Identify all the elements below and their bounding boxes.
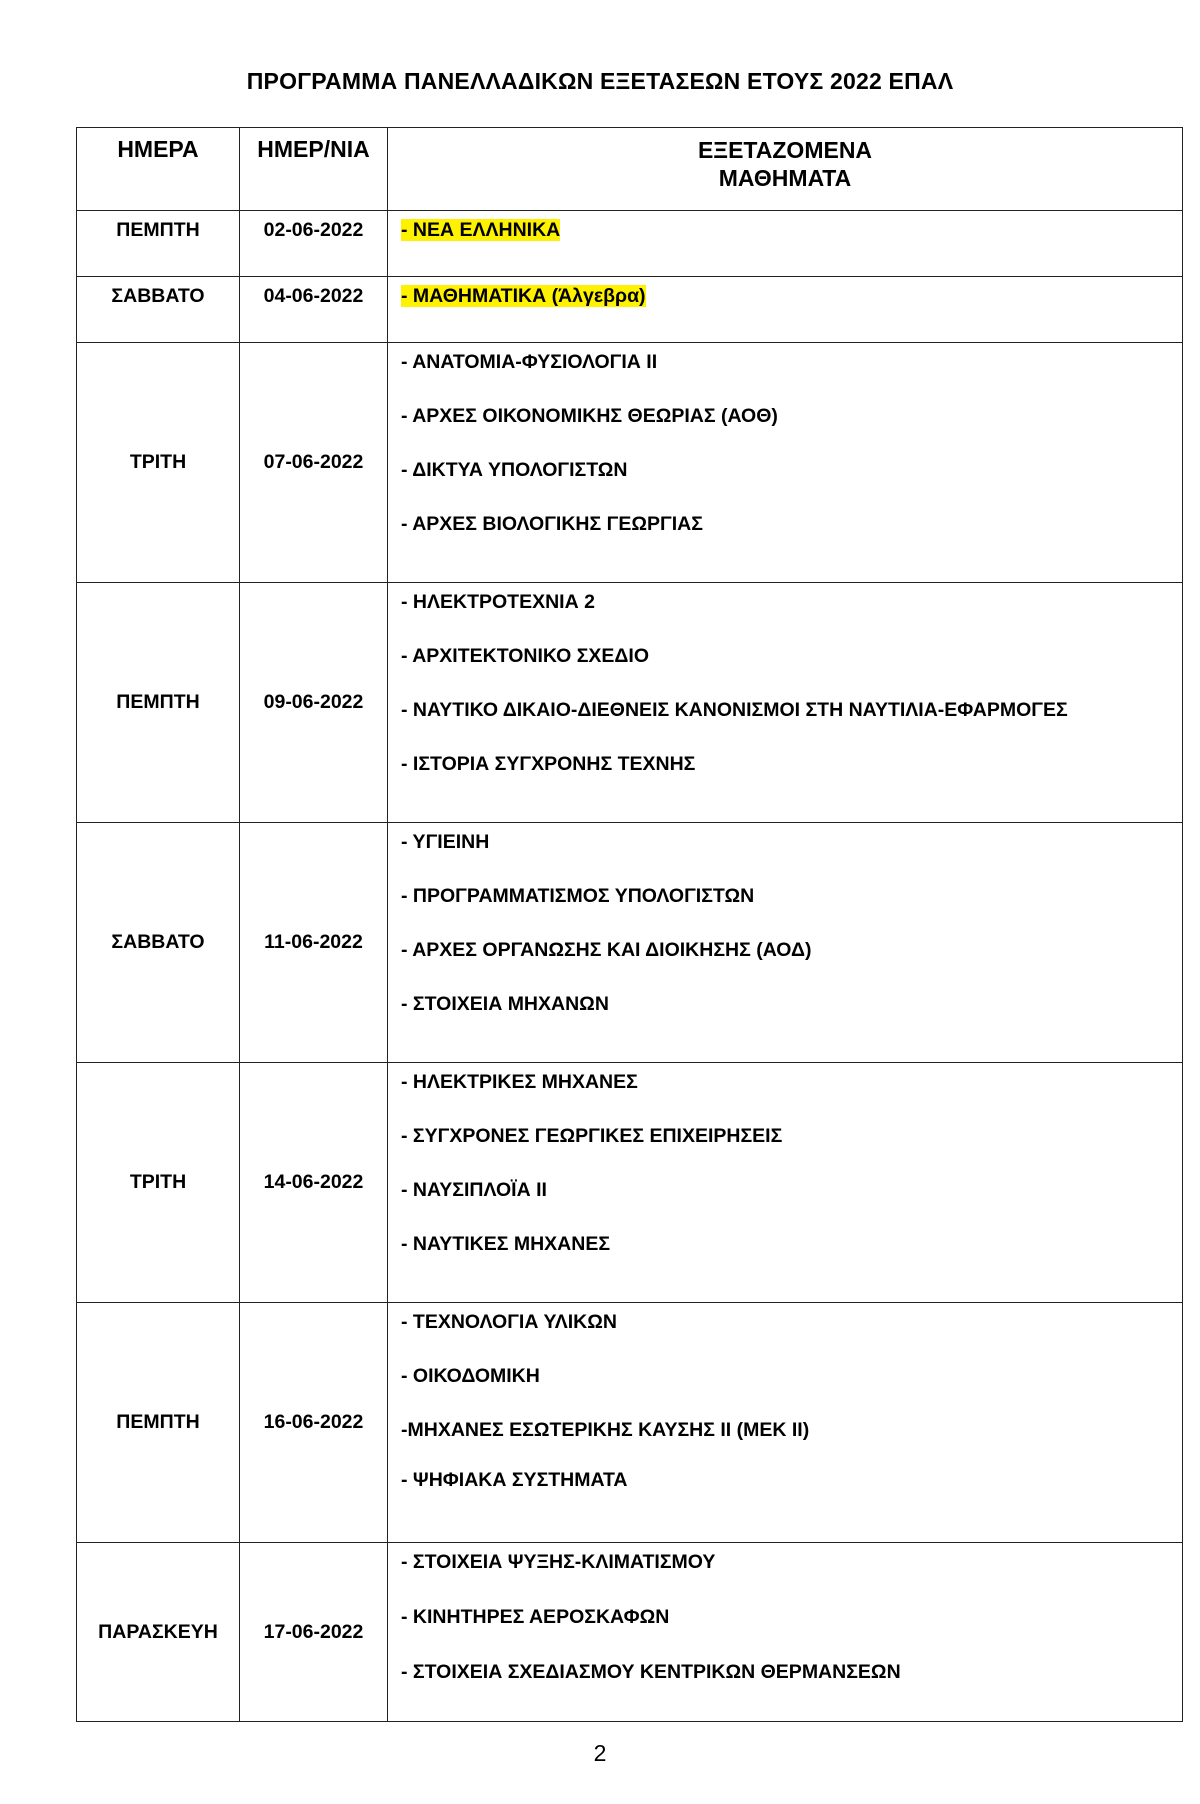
row-day: ΠΕΜΠΤΗ [77,211,240,277]
subject-name: - ΔΙΚΤΥΑ ΥΠΟΛΟΓΙΣΤΩΝ [401,459,628,481]
row-subjects [388,1543,1183,1722]
subject-line [401,1467,1182,1493]
row-subjects [388,823,1183,1063]
subject-name: - ΤΕΧΝΟΛΟΓΙΑ ΥΛΙΚΩΝ [401,1311,617,1333]
subject-name: - ΟΙΚΟΔΟΜΙΚΗ [401,1365,540,1387]
row-subjects [388,211,1183,277]
table-row [77,1303,1183,1543]
subject-line [401,1309,1182,1363]
row-subjects [388,1303,1183,1543]
table-row [77,823,1183,1063]
row-subjects [388,343,1183,583]
subject-line [401,1069,1182,1123]
subject-line [401,1231,1182,1257]
subject-name: - ΗΛΕΚΤΡΙΚΕΣ ΜΗΧΑΝΕΣ [401,1071,638,1093]
table-row [77,211,1183,277]
subject-name: - ΣΤΟΙΧΕΙΑ ΜΗΧΑΝΩΝ [401,993,609,1015]
header-subjects-line2: ΜΑΘΗΜΑΤΑ [718,165,852,191]
row-date: 02-06-2022 [240,211,388,277]
subject-line [401,1604,1182,1659]
row-day: ΤΡΙΤΗ [77,343,240,583]
subject-name: - ΝΑΥΤΙΚΕΣ ΜΗΧΑΝΕΣ [401,1233,611,1255]
subject-name: - ΝΑΥΤΙΚΟ ΔΙΚΑΙΟ-ΔΙΕΘΝΕΙΣ ΚΑΝΟΝΙΣΜΟΙ ΣΤΗ ΝΑΥΤΙΛΙΑ-ΕΦΑΡΜΟΓΕΣ [401,699,1068,721]
subject-line [401,1123,1182,1177]
table-row [77,277,1183,343]
subject-line [401,457,1182,511]
table-row [77,343,1183,583]
subject-name: - ΙΣΤΟΡΙΑ ΣΥΓΧΡΟΝΗΣ ΤΕΧΝΗΣ [401,753,696,775]
subject-line [401,697,1182,751]
table-header-row [77,128,1183,211]
subject-line [401,403,1182,457]
subject-name: -ΜΗΧΑΝΕΣ ΕΣΩΤΕΡΙΚΗΣ ΚΑΥΣΗΣ ΙΙ (ΜΕΚ ΙΙ) [401,1419,810,1441]
table-row [77,583,1183,823]
document-title: ΠΡΟΓΡΑΜΜΑ ΠΑΝΕΛΛΑΔΙΚΩΝ ΕΞΕΤΑΣΕΩΝ ΕΤΟΥΣ 2022 ΕΠΑΛ [246,68,954,94]
subject-name: - ΣΥΓΧΡΟΝΕΣ ΓΕΩΡΓΙΚΕΣ ΕΠΙΧΕΙΡΗΣΕΙΣ [401,1125,783,1147]
row-date: 09-06-2022 [240,583,388,823]
row-date: 11-06-2022 [240,823,388,1063]
header-subjects [388,128,1183,211]
subject-line [401,1417,1182,1467]
row-date: 07-06-2022 [240,343,388,583]
subject-name: - ΝΕΑ ΕΛΛΗΝΙΚΑ [401,219,561,241]
subject-line [401,1659,1182,1685]
row-date: 16-06-2022 [240,1303,388,1543]
subject-line [401,283,1182,309]
subject-name: - ΥΓΙΕΙΝΗ [401,831,490,853]
subject-line [401,991,1182,1017]
subject-line [401,937,1182,991]
subject-line [401,1549,1182,1604]
row-subjects [388,1063,1183,1303]
subject-line [401,751,1182,777]
row-subjects [388,583,1183,823]
header-date: ΗΜΕΡ/ΝΙΑ [240,128,388,211]
subject-name: - ΑΝΑΤΟΜΙΑ-ΦΥΣΙΟΛΟΓΙΑ ΙΙ [401,351,658,373]
subject-name: - ΝΑΥΣΙΠΛΟΪΑ ΙΙ [401,1179,547,1201]
page-number: 2 [593,1740,607,1766]
row-day: ΤΡΙΤΗ [77,1063,240,1303]
subject-name: - ΚΙΝΗΤΗΡΕΣ ΑΕΡΟΣΚΑΦΩΝ [401,1606,670,1628]
subject-line [401,643,1182,697]
subject-name: - ΗΛΕΚΤΡΟΤΕΧΝΙΑ 2 [401,591,595,613]
subject-name: - ΨΗΦΙΑΚΑ ΣΥΣΤΗΜΑΤΑ [401,1469,628,1491]
subject-line [401,589,1182,643]
subject-name: - ΑΡΧΕΣ ΒΙΟΛΟΓΙΚΗΣ ΓΕΩΡΓΙΑΣ [401,513,703,535]
subject-name: - ΜΑΘΗΜΑΤΙΚΑ (Άλγεβρα) [401,285,646,307]
row-day: ΣΑΒΒΑΤΟ [77,823,240,1063]
table-row [77,1543,1183,1722]
row-subjects [388,277,1183,343]
subject-line [401,217,1182,243]
table-row [77,1063,1183,1303]
header-day: ΗΜΕΡΑ [77,128,240,211]
subject-line [401,511,1182,537]
row-day: ΠΕΜΠΤΗ [77,583,240,823]
row-day: ΣΑΒΒΑΤΟ [77,277,240,343]
subject-line [401,1177,1182,1231]
subject-name: - ΑΡΧΕΣ ΟΡΓΑΝΩΣΗΣ ΚΑΙ ΔΙΟΙΚΗΣΗΣ (ΑΟΔ) [401,939,812,961]
exam-schedule-table [76,127,1183,1722]
subject-line [401,349,1182,403]
subject-name: - ΣΤΟΙΧΕΙΑ ΣΧΕΔΙΑΣΜΟΥ ΚΕΝΤΡΙΚΩΝ ΘΕΡΜΑΝΣΕΩΝ [401,1661,901,1683]
subject-line [401,1363,1182,1417]
subject-line [401,829,1182,883]
header-subjects-line1: ΕΞΕΤΑΖΟΜΕΝΑ [697,137,873,163]
row-date: 04-06-2022 [240,277,388,343]
row-day: ΠΕΜΠΤΗ [77,1303,240,1543]
subject-name: - ΑΡΧΙΤΕΚΤΟΝΙΚΟ ΣΧΕΔΙΟ [401,645,650,667]
row-date: 17-06-2022 [240,1543,388,1722]
row-date: 14-06-2022 [240,1063,388,1303]
subject-name: - ΑΡΧΕΣ ΟΙΚΟΝΟΜΙΚΗΣ ΘΕΩΡΙΑΣ (ΑΟΘ) [401,405,778,427]
subject-line [401,883,1182,937]
row-day: ΠΑΡΑΣΚΕΥΗ [77,1543,240,1722]
subject-name: - ΠΡΟΓΡΑΜΜΑΤΙΣΜΟΣ ΥΠΟΛΟΓΙΣΤΩΝ [401,885,755,907]
subject-name: - ΣΤΟΙΧΕΙΑ ΨΥΞΗΣ-ΚΛΙΜΑΤΙΣΜΟΥ [401,1551,716,1573]
